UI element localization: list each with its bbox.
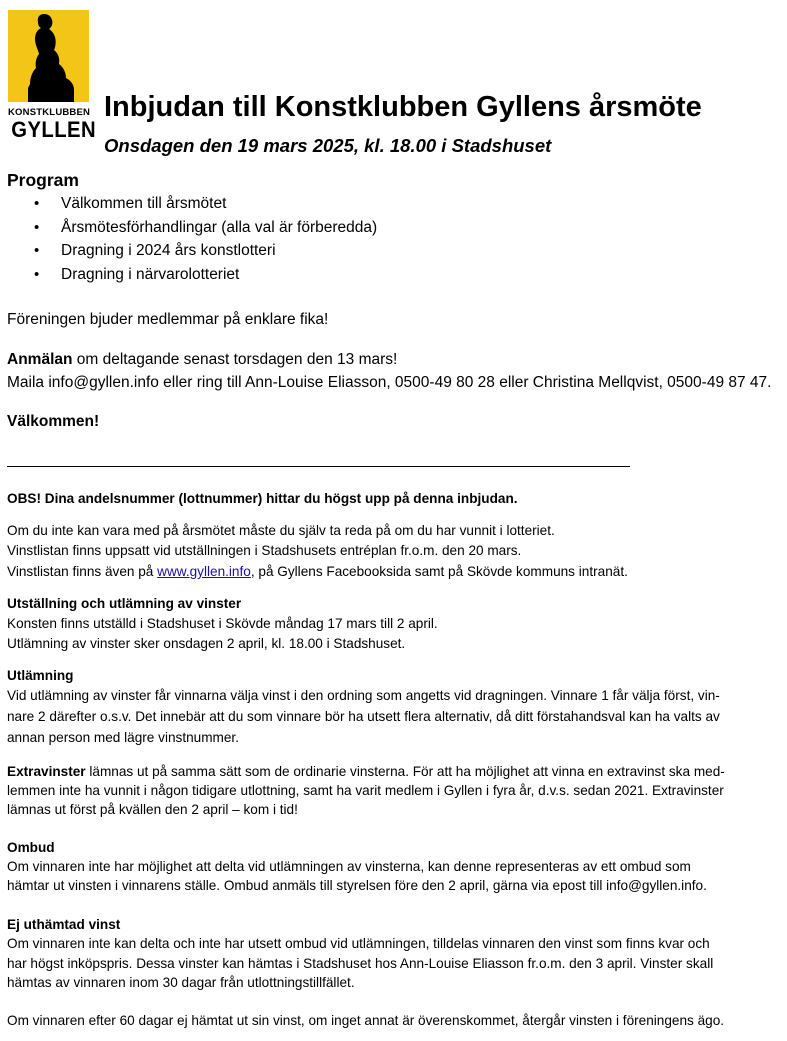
extra-rest: lämnas ut på samma sätt som de ordinarie vinsterna. För att ha möjlighet att vinna en extravinst ska med- [85, 764, 725, 779]
program-heading: Program [7, 170, 79, 190]
utlamning-heading: Utlämning [7, 668, 74, 683]
ej-line: har högst inköpspris. Dessa vinster kan hämtas i Stadshuset hos Ann-Louise Eliasson fr.o.m. den 3 april. Vinster skall [7, 956, 714, 971]
ombud-line: hämtar ut vinsten i vinnarens ställe. Ombud anmäls till styrelsen före den 2 april, gärna via epost till info@gyllen.info. [7, 878, 707, 893]
anmalan-bold: Anmälan [7, 351, 73, 368]
exhibition-heading: Utställning och utlämning av vinster [7, 596, 242, 611]
utlamning-line: annan person med lägre vinstnummer. [7, 730, 239, 745]
utlamning-line: nare 2 därefter o.s.v. Det innebär att du som vinnare bör ha utsett flera alternativ, då ditt förstahandsval kan ha valts av [7, 709, 720, 724]
extra-line: lämnas ut först på kvällen den 2 april – kom i tid! [7, 802, 298, 817]
anmalan-rest: om deltagande senast torsdagen den 13 mars! [72, 351, 398, 368]
obs-notice: OBS! Dina andelsnummer (lottnummer) hittar du högst upp på denna inbjudan. [7, 491, 518, 506]
utlamning-line: Vid utlämning av vinster får vinnarna välja vinst i den ordning som angetts vid dragningen. Vinnare 1 får välja först, vin- [7, 688, 720, 703]
contact-line: Maila info@gyllen.info eller ring till Ann-Louise Eliasson, 0500-49 80 28 eller Christina Mellqvist, 0500-49 87 47. [7, 374, 772, 391]
program-item: • Dragning i närvarolotteriet [0, 263, 377, 287]
logo-small-text: KONSTKLUBBEN [8, 107, 91, 118]
konstklubben-gyllen-logo [8, 10, 97, 142]
lottery-line: Vinstlistan finns uppsatt vid utställningen i Stadshusets entréplan fr.o.m. den 20 mars. [7, 543, 522, 558]
ombud-heading: Ombud [7, 840, 55, 855]
lottery-line [7, 562, 628, 582]
welcome-text: Välkommen! [7, 413, 100, 430]
exhibition-line: Utlämning av vinster sker onsdagen 2 april, kl. 18.00 i Stadshuset. [7, 636, 406, 651]
lottery-line-post: , på Gyllens Facebooksida samt på Skövde kommuns intranät. [250, 564, 628, 579]
ej-line: Om vinnaren inte kan delta och inte har utsett ombud vid utlämningen, tilldelas vinnaren den vinst som finns kvar och [7, 936, 710, 951]
exhibition-line: Konsten finns utställd i Stadshuset i Skövde måndag 17 mars till 2 april. [7, 616, 438, 631]
page-subtitle: Onsdagen den 19 mars 2025, kl. 18.00 i Stadshuset [104, 135, 552, 156]
statue-silhouette-icon [8, 10, 89, 102]
divider-line [7, 466, 630, 467]
ombud-line: Om vinnaren inte har möjlighet att delta vid utlämningen av vinsterna, kan denne representeras av ett ombud som [7, 859, 691, 874]
lottery-line: Om du inte kan vara med på årsmötet måste du själv ta reda på om du har vunnit i lotteriet. [7, 523, 555, 538]
program-item: • Dragning i 2024 års konstlotteri [0, 239, 377, 263]
extra-line [7, 762, 725, 782]
program-item: • Välkommen till årsmötet [0, 192, 377, 216]
extra-bold: Extravinster [7, 764, 86, 779]
extra-line: lemmen inte ha vunnit i någon tidigare utlottning, samt ha varit medlem i Gyllen i fyra år, d.v.s. sedan 2021. Extravinster [7, 783, 724, 798]
fika-text: Föreningen bjuder medlemmar på enklare fika! [7, 311, 329, 328]
program-list [0, 192, 377, 286]
logo-big-text: GYLLEN [11, 117, 97, 142]
logo-emblem [8, 10, 89, 102]
lottery-line-pre: Vinstlistan finns även på [7, 564, 158, 579]
final-note: Om vinnaren efter 60 dagar ej hämtat ut sin vinst, om inget annat är överenskommet, återgår vinsten i föreningens ägo. [7, 1013, 725, 1028]
program-item: • Årsmötesförhandlingar (alla val är förberedda) [0, 216, 377, 240]
anmalan-line [7, 349, 397, 371]
gyllen-website-link[interactable]: www.gyllen.info [157, 564, 251, 579]
ej-line: hämtas av vinnaren inom 30 dagar från utlottningstillfället. [7, 975, 355, 990]
ej-heading: Ej uthämtad vinst [7, 917, 121, 932]
page-title: Inbjudan till Konstklubben Gyllens årsmöte [104, 91, 702, 123]
